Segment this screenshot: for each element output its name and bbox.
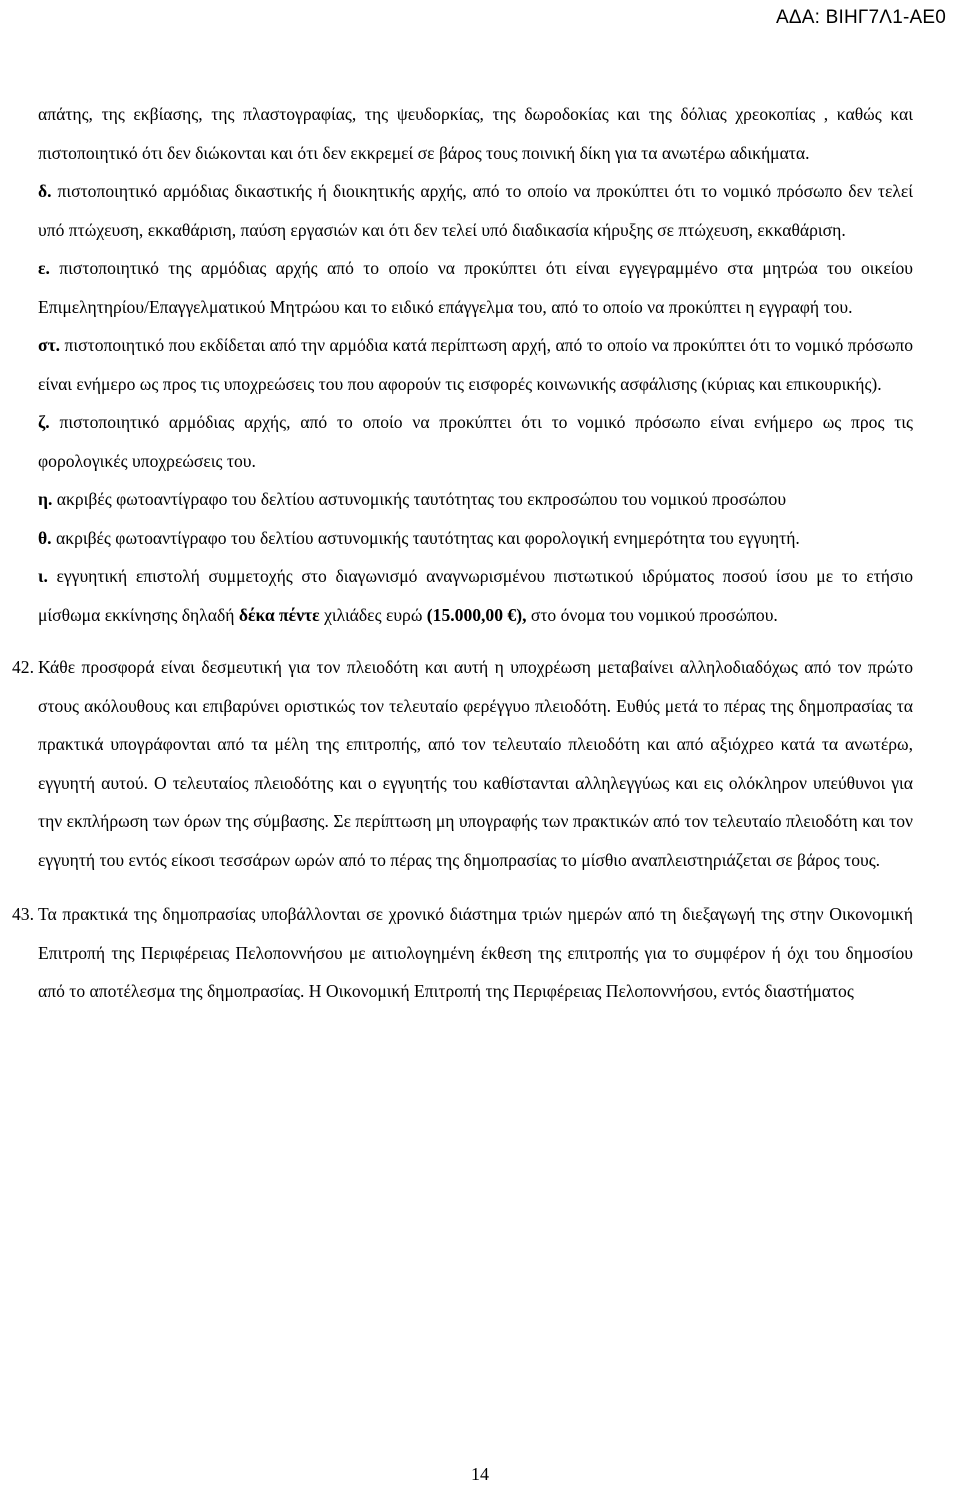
item-marker: ζ. bbox=[38, 412, 50, 432]
numbered-item-43 bbox=[12, 895, 913, 1011]
item-number: 43. bbox=[12, 904, 34, 924]
list-item-st bbox=[38, 326, 913, 403]
item-text: πιστοποιητικό αρμόδιας αρχής, από το οποίο να προκύπτει ότι το νομικό πρόσωπο είναι ενήμερο ως προς τις φορολογικές υποχρεώσεις του. bbox=[38, 412, 913, 471]
numbered-item-42 bbox=[12, 648, 913, 879]
item-marker: ι. bbox=[38, 566, 48, 586]
item-marker: ε. bbox=[38, 258, 50, 278]
ada-code: ΑΔΑ: ΒΙΗΓ7Λ1-ΑΕ0 bbox=[776, 7, 946, 28]
list-item-d bbox=[38, 172, 913, 249]
item-marker: θ. bbox=[38, 527, 52, 548]
item-marker: η. bbox=[38, 489, 53, 509]
list-item-i bbox=[38, 557, 913, 634]
page-number: 14 bbox=[471, 1464, 489, 1484]
paragraph-text: απάτης, της εκβίασης, της πλαστογραφίας, της ψευδορκίας, της δωροδοκίας και της δόλιας χρεοκοπίας , καθώς και πιστοποιητικό ότι δεν διώκονται και ότι δεν εκκρεμεί σε βάρος τους ποινική δίκη για τα ανωτέρω αδικήματα. bbox=[38, 104, 913, 163]
item-text: χιλιάδες ευρώ bbox=[319, 604, 427, 625]
item-text: πιστοποιητικό της αρμόδιας αρχής από το οποίο να προκύπτει ότι είναι εγγεγραμμένο στα μητρώα του οικείου Επιμελητηρίου/Επαγγελματικού Μητρώου και το ειδικό επάγγελμα του, από το οποίο να προκύπτει η εγγραφή του. bbox=[38, 258, 913, 317]
item-marker: δ. bbox=[38, 181, 52, 201]
item-text: στο όνομα του νομικού προσώπου. bbox=[526, 604, 778, 625]
list-item-th bbox=[38, 519, 913, 558]
amount-words: δέκα πέντε bbox=[238, 604, 320, 625]
paragraph-continuation bbox=[38, 95, 913, 172]
item-text: πιστοποιητικό αρμόδιας δικαστικής ή διοικητικής αρχής, από το οποίο να προκύπτει ότι το νομικό πρόσωπο δεν τελεί υπό πτώχευση, εκκαθάριση, παύση εργασιών και ότι δεν τελεί υπό διαδικασία κήρυξης σε πτώχευση, εκκαθάριση. bbox=[38, 181, 913, 240]
list-item-z bbox=[38, 403, 913, 480]
item-text: ακριβές φωτοαντίγραφο του δελτίου αστυνομικής ταυτότητας και φορολογική ενημερότητα του εγγυητή. bbox=[51, 527, 800, 548]
item-text: ακριβές φωτοαντίγραφο του δελτίου αστυνομικής ταυτότητας του εκπροσώπου του νομικού προσώπου bbox=[52, 489, 787, 509]
item-text: Τα πρακτικά της δημοπρασίας υποβάλλονται σε χρονικό διάστημα τριών ημερών από τη διεξαγωγή της στην Οικονομική Επιτροπή της Περιφέρειας Πελοποννήσου με αιτιολογημένη έκθεση της επιτροπής για το συμφέρον ή όχι του δημοσίου από το αποτέλεσμα της δημοπρασίας. Η Οικονομική Επιτροπή της Περιφέρειας Πελοποννήσου, εντός διαστήματος bbox=[38, 904, 913, 1001]
item-text: εγγυητική επιστολή συμμετοχής στο διαγωνισμό αναγνωρισμένου πιστωτικού ιδρύματος ποσού ίσου με το ετήσιο μίσθωμα εκκίνησης δηλαδή bbox=[38, 566, 913, 625]
list-item-e bbox=[38, 249, 913, 326]
amount-figure: (15.000,00 €), bbox=[426, 604, 527, 625]
item-text: πιστοποιητικό που εκδίδεται από την αρμόδια κατά περίπτωση αρχή, από το οποίο να προκύπτει ότι το νομικό πρόσωπο είναι ενήμερο ως προς τις υποχρεώσεις του που αφορούν τις εισφορές κοινωνικής ασφάλισης (κύριας και επικουρικής). bbox=[38, 335, 913, 394]
document-body bbox=[12, 95, 913, 1011]
list-item-h bbox=[38, 480, 913, 519]
item-marker: στ. bbox=[38, 335, 61, 355]
item-text: Κάθε προσφορά είναι δεσμευτική για τον πλειοδότη και αυτή η υποχρέωση μεταβαίνει αλληλοδιαδόχως από τον πρώτο στους ακόλουθους και επιβαρύνει οριστικώς τον τελευταίο φερέγγυο πλειοδότη. Ευθύς μετά το πέρας της δημοπρασίας τα πρακτικά υπογράφονται από τα μέλη της επιτροπής, από τον τελευταίο πλειοδότη και από αξιόχρεο κατά τα ανωτέρω, εγγυητή αυτού. Ο τελευταίος πλειοδότης και ο εγγυητής του καθίστανται αλληλεγγύως και εις ολόκληρον υπεύθυνοι για την εκπλήρωση των όρων της σύμβασης. Σε περίπτωση μη υπογραφής των πρακτικών από τον τελευταίο πλειοδότη και τον εγγυητή του εντός είκοσι τεσσάρων ωρών από το πέρας της δημοπρασίας το μίσθιο αναπλειστηριάζεται σε βάρος τους. bbox=[38, 657, 913, 870]
item-number: 42. bbox=[12, 657, 34, 677]
